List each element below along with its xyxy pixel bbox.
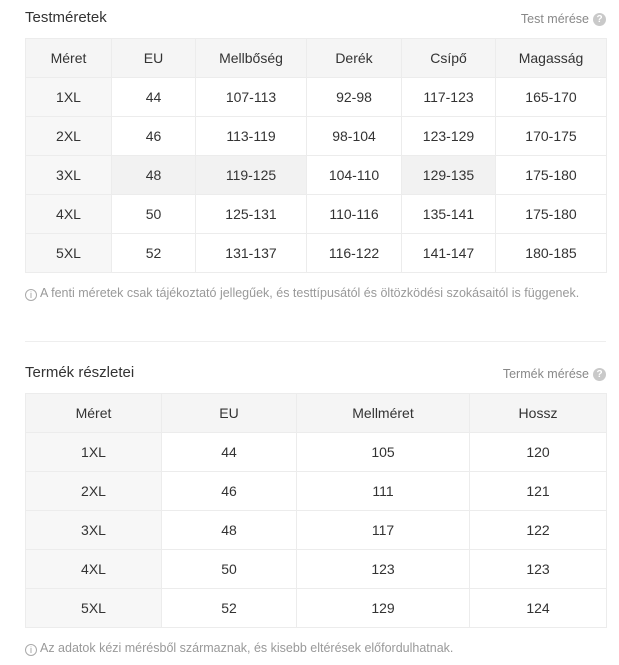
info-circle-icon: i [25,289,37,301]
table-cell: 117-123 [402,78,496,117]
table-cell: 46 [162,472,297,511]
table-cell: 50 [162,550,297,589]
table-cell: 129 [297,589,470,628]
table-cell: 113-119 [196,117,307,156]
table-row [26,472,607,511]
table-cell: 52 [162,589,297,628]
body-measurements-table [25,38,607,273]
table-cell: 119-125 [196,156,307,195]
table-cell: 175-180 [496,195,607,234]
table-header-row [26,39,607,78]
product-details-header [25,363,606,387]
product-details-note [25,640,606,657]
table-cell: 105 [297,433,470,472]
column-header: Csípő [402,39,496,78]
table-cell: 123-129 [402,117,496,156]
measure-body-link[interactable] [521,10,606,28]
table-row [26,195,607,234]
table-cell: 135-141 [402,195,496,234]
table-cell: 4XL [26,550,162,589]
table-row [26,550,607,589]
table-cell: 111 [297,472,470,511]
section-divider [25,341,606,342]
table-cell: 131-137 [196,234,307,273]
table-cell: 141-147 [402,234,496,273]
table-cell: 175-180 [496,156,607,195]
table-cell: 50 [112,195,196,234]
table-cell: 2XL [26,472,162,511]
body-measurements-header [25,8,606,32]
table-cell: 104-110 [307,156,402,195]
measure-product-link[interactable] [503,365,606,383]
table-cell: 123 [470,550,607,589]
column-header: Derék [307,39,402,78]
table-cell: 52 [112,234,196,273]
table-row [26,589,607,628]
column-header: EU [162,394,297,433]
table-row [26,433,607,472]
table-cell: 1XL [26,433,162,472]
table-row [26,78,607,117]
body-measurements-title: Testméretek [25,9,107,26]
column-header: Hossz [470,394,607,433]
info-circle-icon: i [25,644,37,656]
table-cell: 92-98 [307,78,402,117]
product-details-table [25,393,607,628]
table-cell: 110-116 [307,195,402,234]
table-cell: 3XL [26,511,162,550]
table-cell: 2XL [26,117,112,156]
table-cell: 129-135 [402,156,496,195]
body-measurements-section [25,8,606,302]
table-cell: 170-175 [496,117,607,156]
table-cell: 4XL [26,195,112,234]
table-cell: 120 [470,433,607,472]
table-cell: 48 [112,156,196,195]
table-cell: 180-185 [496,234,607,273]
column-header: Magasság [496,39,607,78]
table-cell: 122 [470,511,607,550]
table-cell: 46 [112,117,196,156]
product-details-section [25,363,606,657]
table-cell: 98-104 [307,117,402,156]
table-header-row [26,394,607,433]
question-circle-icon[interactable]: ? [593,368,606,381]
table-cell: 48 [162,511,297,550]
column-header: Méret [26,394,162,433]
table-cell: 125-131 [196,195,307,234]
table-cell: 121 [470,472,607,511]
table-row [26,117,607,156]
table-cell: 5XL [26,234,112,273]
table-cell: 165-170 [496,78,607,117]
product-details-title: Termék részletei [25,364,135,381]
product-details-note-text: Az adatok kézi mérésből származnak, és kisebb eltérések előfordulhatnak. [40,641,454,655]
table-cell: 5XL [26,589,162,628]
table-cell: 107-113 [196,78,307,117]
column-header: Méret [26,39,112,78]
table-row [26,511,607,550]
table-row [26,156,607,195]
table-cell: 44 [162,433,297,472]
column-header: Mellméret [297,394,470,433]
table-cell: 1XL [26,78,112,117]
table-cell: 3XL [26,156,112,195]
table-cell: 116-122 [307,234,402,273]
body-measurements-note [25,285,606,302]
column-header: Mellbőség [196,39,307,78]
table-row [26,234,607,273]
table-cell: 44 [112,78,196,117]
column-header: EU [112,39,196,78]
table-cell: 123 [297,550,470,589]
table-cell: 124 [470,589,607,628]
table-cell: 117 [297,511,470,550]
measure-product-link-label[interactable]: Termék mérése [502,367,589,381]
body-measurements-note-text: A fenti méretek csak tájékoztató jellegűek, és testtípusától és öltözködési szokásaitól is függenek. [40,286,580,300]
measure-body-link-label[interactable]: Test mérése [520,12,589,26]
question-circle-icon[interactable]: ? [593,13,606,26]
